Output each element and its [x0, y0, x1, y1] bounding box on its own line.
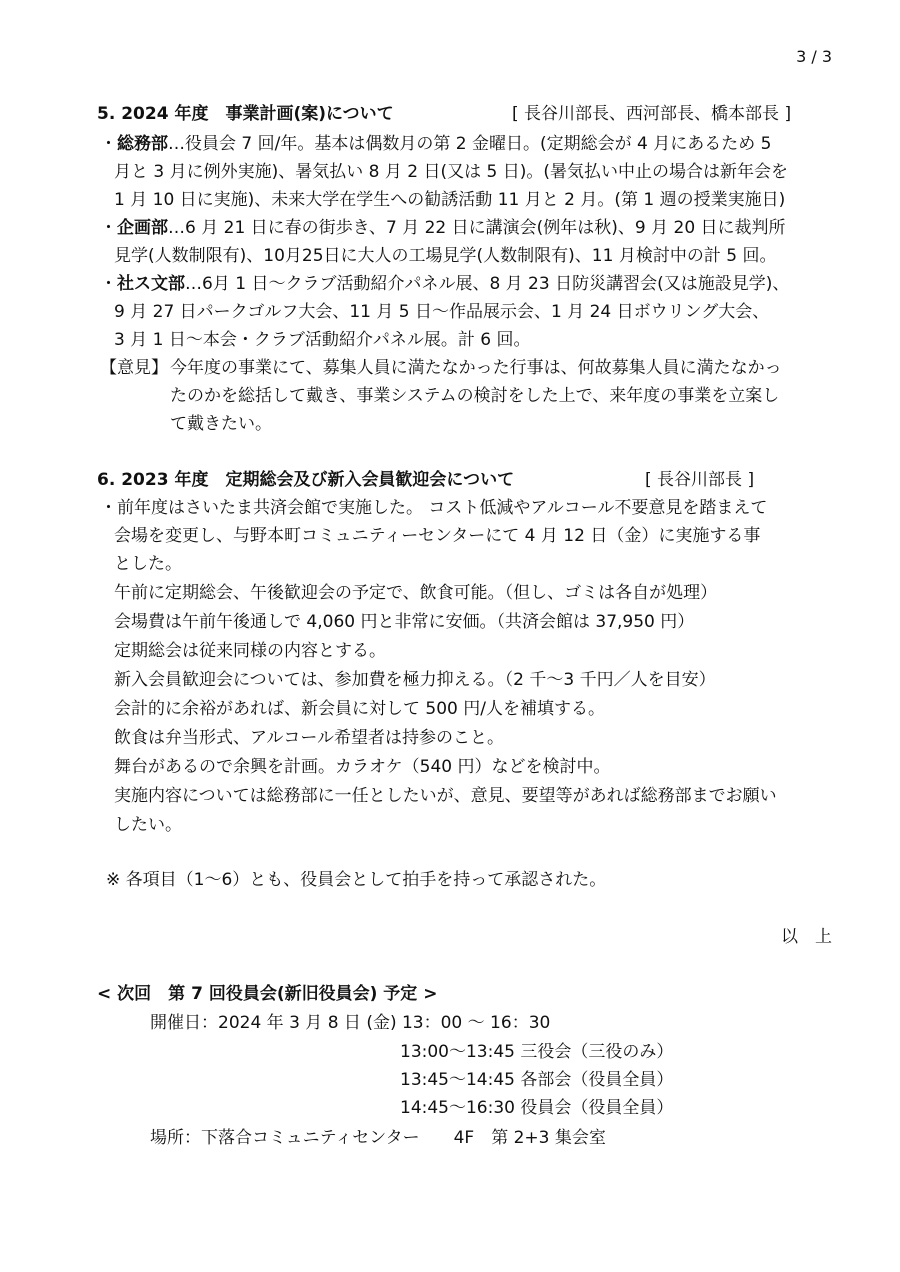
section6-title: 6. 2023 年度 定期総会及び新入会員歓迎会について [97, 470, 515, 490]
section5-attribution: [ 長谷川部長、西河部長、橋本部長 ] [512, 104, 792, 124]
section6-line4: 午前に定期総会、午後歓迎会の予定で、飲食可能。（但し、ゴミは各自が処理） [114, 583, 718, 603]
opinion-line1: 今年度の事業にて、募集人員に満たなかった行事は、何故募集人員に満たなかっ [170, 358, 782, 378]
section6-line10: 舞台があるので余興を計画。カラオケ（540 円）などを検討中。 [114, 757, 611, 777]
section6-line9: 飲食は弁当形式、アルコール希望者は持参のこと。 [114, 728, 504, 748]
section5-title: 5. 2024 年度 事業計画(案)について [97, 104, 394, 124]
kikaku-head: 企画部 [117, 218, 168, 238]
section6-line3: とした。 [114, 554, 182, 574]
section6-line11: 実施内容については総務部に一任としたいが、意見、要望等があれば総務部までお願い [114, 786, 777, 806]
section6-line8: 会計的に余裕があれば、新会員に対して 500 円/人を補填する。 [114, 699, 605, 719]
schedule-item-2: 13:45～14:45 各部会（役員全員） [400, 1070, 674, 1090]
somu-line3: 1 月 10 日に実施)、未来大学在学生への勧誘活動 11 月と 2 月。(第 1 週の授業実施日) [114, 190, 786, 210]
approval-note: ※ 各項目（1～6）とも、役員会として拍手を持って承認された。 [106, 870, 607, 890]
somu-line1: ・総務部…役員会 7 回/年。基本は偶数月の第 2 金曜日。(定期総会が 4 月にあるため 5 [100, 134, 772, 154]
page-number: 3 / 3 [796, 47, 832, 66]
shasubun-head: 社ス文部 [117, 274, 185, 294]
schedule-item-1: 13:00～13:45 三役会（三役のみ） [400, 1042, 674, 1062]
shasubun-line3: 3 月 1 日～本会・クラブ活動紹介パネル展。計 6 回。 [114, 330, 531, 350]
kikaku-text1: …6 月 21 日に春の街歩き、7 月 22 日に講演会(例年は秋)、9 月 20 日に裁判所 [168, 218, 786, 238]
kikaku-line2: 見学(人数制限有)、10月25日に大人の工場見学(人数制限有)、11 月検討中の計 5 回。 [114, 246, 777, 266]
kikaku-line1: ・企画部…6 月 21 日に春の街歩き、7 月 22 日に講演会(例年は秋)、9 月 20 日に裁判所 [100, 218, 786, 238]
schedule-item-3: 14:45～16:30 役員会（役員全員） [400, 1098, 674, 1118]
section6-line2: 会場を変更し、与野本町コミュニティーセンターにて 4 月 12 日（金）に実施する事 [114, 526, 761, 546]
opinion-line2: たのかを総括して戴き、事業システムの検討をした上で、来年度の事業を立案し [170, 386, 780, 406]
next-meeting-title: < 次回 第 7 回役員会(新旧役員会) 予定 > [97, 984, 438, 1004]
opinion-label: 【意見】 [100, 358, 168, 378]
shasubun-text1: …6月 1 日～クラブ活動紹介パネル展、8 月 23 日防災講習会(又は施設見学)、 [185, 274, 790, 294]
shasubun-line2: 9 月 27 日パークゴルフ大会、11 月 5 日～作品展示会、1 月 24 日ボウリング大会、 [114, 302, 770, 322]
somu-line2: 月と 3 月に例外実施)、暑気払い 8 月 2 日(又は 5 日)。(暑気払い中止の場合は新年会を [114, 162, 789, 182]
section6-text1: 前年度はさいたま共済会館で実施した。 コスト低減やアルコール不要意見を踏まえて [117, 498, 768, 518]
section6-line6: 定期総会は従来同様の内容とする。 [114, 641, 386, 661]
somu-text1: …役員会 7 回/年。基本は偶数月の第 2 金曜日。(定期総会が 4 月にあるため 5 [168, 134, 772, 154]
section6-line5: 会場費は午前午後通しで 4,060 円と非常に安価。（共済会館は 37,950 円） [114, 612, 695, 632]
section6-attribution: [ 長谷川部長 ] [645, 470, 755, 490]
opinion-line3: て戴きたい。 [170, 414, 272, 434]
shasubun-line1: ・社ス文部…6月 1 日～クラブ活動紹介パネル展、8 月 23 日防災講習会(又は施設見学)、 [100, 274, 790, 294]
somu-head: 総務部 [117, 134, 168, 154]
next-meeting-place: 場所：下落合コミュニティセンター 4F 第 2+3 集会室 [150, 1128, 606, 1148]
section6-line7: 新入会員歓迎会については、参加費を極力抑える。（2 千～3 千円／人を目安） [114, 670, 716, 690]
section6-line1: ・前年度はさいたま共済会館で実施した。 コスト低減やアルコール不要意見を踏まえて [100, 498, 768, 518]
closing-mark: 以 上 [781, 927, 832, 947]
section6-line12: したい。 [114, 815, 182, 835]
next-meeting-date: 開催日：2024 年 3 月 8 日 (金) 13：00 ～ 16：30 [150, 1013, 551, 1033]
